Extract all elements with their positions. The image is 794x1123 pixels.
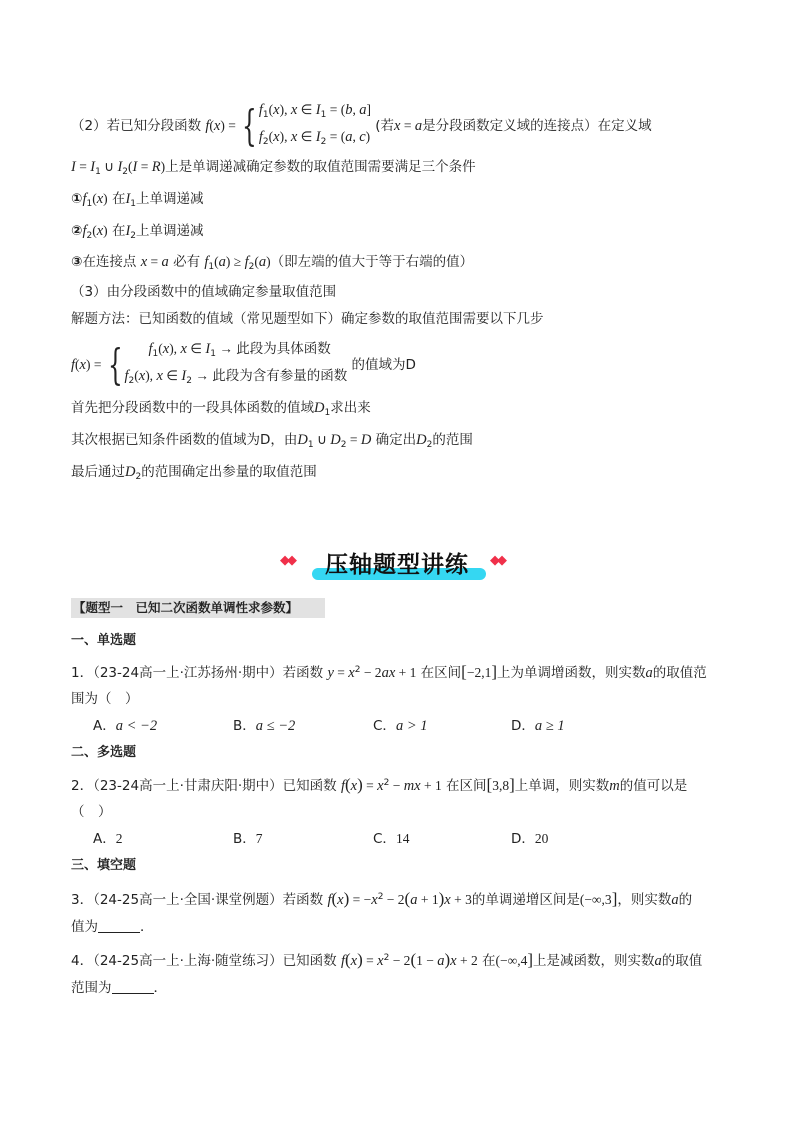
s2-joint-note: 是分段函数定义域的连接点）在定义域 [422,118,652,134]
q2-option-c[interactable]: C．14 [373,831,410,847]
q2-option-a[interactable]: A．2 [93,831,123,847]
question-3-line1: 3．（24-25高一上·全国·课堂例题）若函数 $f(x) = -x^2 - 2(a + 1)x + 3$的单调递增区间是(−∞,3]，则实数a的 [71,889,693,908]
condition-2: $②f_2(x)$ 在$I_2$上单调递减 [71,223,204,241]
left-diamond-icon: ◆◆ [280,553,294,568]
q1-option-c[interactable]: C．a > 1 [373,718,428,734]
section-multiple-choice: 二、多选题 [71,745,137,760]
q2-option-d[interactable]: D．20 [511,831,549,847]
q4-answer-blank[interactable] [112,980,154,994]
s2-case-tail: (若 [375,118,395,134]
question-2-line1: 2．（23-24高一上·甘肃庆阳·期中）已知函数 $f(x) = x^2$ − mx + 1 在区间[3,8]上单调，则实数m的值可以是 [71,775,688,794]
s3-piecewise-brace: { $f_1(x)$, x ∈ $I_1$ → 此段为具体函数 $f_2(x)$, x ∈ $I_2$ → 此段为含有参量的函数 [107,340,348,389]
piecewise-brace: { $f_1(x)$, x ∈ $I_1 = (b$, a] $f_2(x)$, x ∈ $I_2 = (a$, c) [240,99,371,153]
s3-step2: 其次根据已知条件函数的值域为D，由$D_1$ ∪ $D_2 = D$ 确定出$D_2$的范围 [71,432,473,450]
s3-piecewise: f(x) = { $f_1(x)$, x ∈ $I_1$ → 此段为具体函数 $f_2(x)$, x ∈ $I_2$ → 此段为含有参量的函数 的值域为D [71,338,416,392]
section-heading [0,544,794,584]
heading-title: 压轴题型讲练 [325,552,469,578]
s2-line1: （2）若已知分段函数 f(x) = { $f_1(x)$, x ∈ $I_1 = (b$, a] $f_2(x)$, x ∈ $I_2 = (a$, c) (若x = a是分段函数定义域的连接点）在定义域 [71,99,652,153]
s2-line2-tail: 上是单调递减确定参数的取值范围需要满足三个条件 [165,159,476,175]
condition-3: ③在连接点 x = a 必有 $f_1(a) \ge f_2(a)$（即左端的值大于等于右端的值） [71,254,474,272]
question-1-options [93,716,565,736]
q2-option-b[interactable]: B．7 [233,831,263,847]
q1-option-d[interactable]: D．a ≥ 1 [511,718,565,734]
question-1-line2: 围为（ ） [71,691,139,707]
s3-method: 解题方法：已知函数的值域（常见题型如下）确定参数的取值范围需要以下几步 [71,311,544,327]
section-fill-blank: 三、填空题 [71,858,137,873]
s2-lead: （2）若已知分段函数 [71,118,202,134]
s3-title: （3）由分段函数中的值域确定参量取值范围 [71,284,337,300]
section-single-choice: 一、单选题 [71,633,137,648]
q3-answer-blank[interactable] [98,919,140,933]
right-diamond-icon: ◆◆ [490,553,504,568]
question-2-line2: （ ） [71,804,112,820]
q1-option-b[interactable]: B．a ≤ −2 [233,718,296,734]
s2-line2: $I = I_1$ ∪ $I_2(I = R)$上是单调递减确定参数的取值范围需要满足三个条件 [71,159,476,177]
question-1-line1: 1．（23-24高一上·江苏扬州·期中）若函数 $y = x^2 - 2ax + 1$ 在区间[−2,1]上为单调增函数，则实数a的取值范 [71,662,707,681]
s3-range-tail: 的值域为D [351,357,416,373]
question-4-line1: 4．（24-25高一上·上海·随堂练习）已知函数 $f(x) = x^2 - 2(1 - a)x + 2$ 在(−∞,4]上是减函数，则实数a的取值 [71,950,703,969]
s3-step3: 最后通过$D_2$的范围确定出参量的取值范围 [71,464,317,482]
formula-fx: f [205,118,210,134]
question-3-line2: 值为 ． [71,919,154,935]
question-2-options [93,829,548,849]
type-label: 【题型一 已知二次函数单调性求参数】 [71,598,325,618]
condition-1: $①f_1(x)$ 在$I_1$上单调递减 [71,191,204,209]
s3-step1: 首先把分段函数中的一段具体函数的值域$D_1$求出来 [71,400,371,418]
question-4-line2: 范围为 ． [71,980,167,996]
q1-option-a[interactable]: A．a < −2 [93,718,158,734]
piecewise-cases: $f_1(x)$, x ∈ $I_1 = (b$, a] $f_2(x)$, x ∈ $I_2 = (a$, c) [258,102,371,147]
